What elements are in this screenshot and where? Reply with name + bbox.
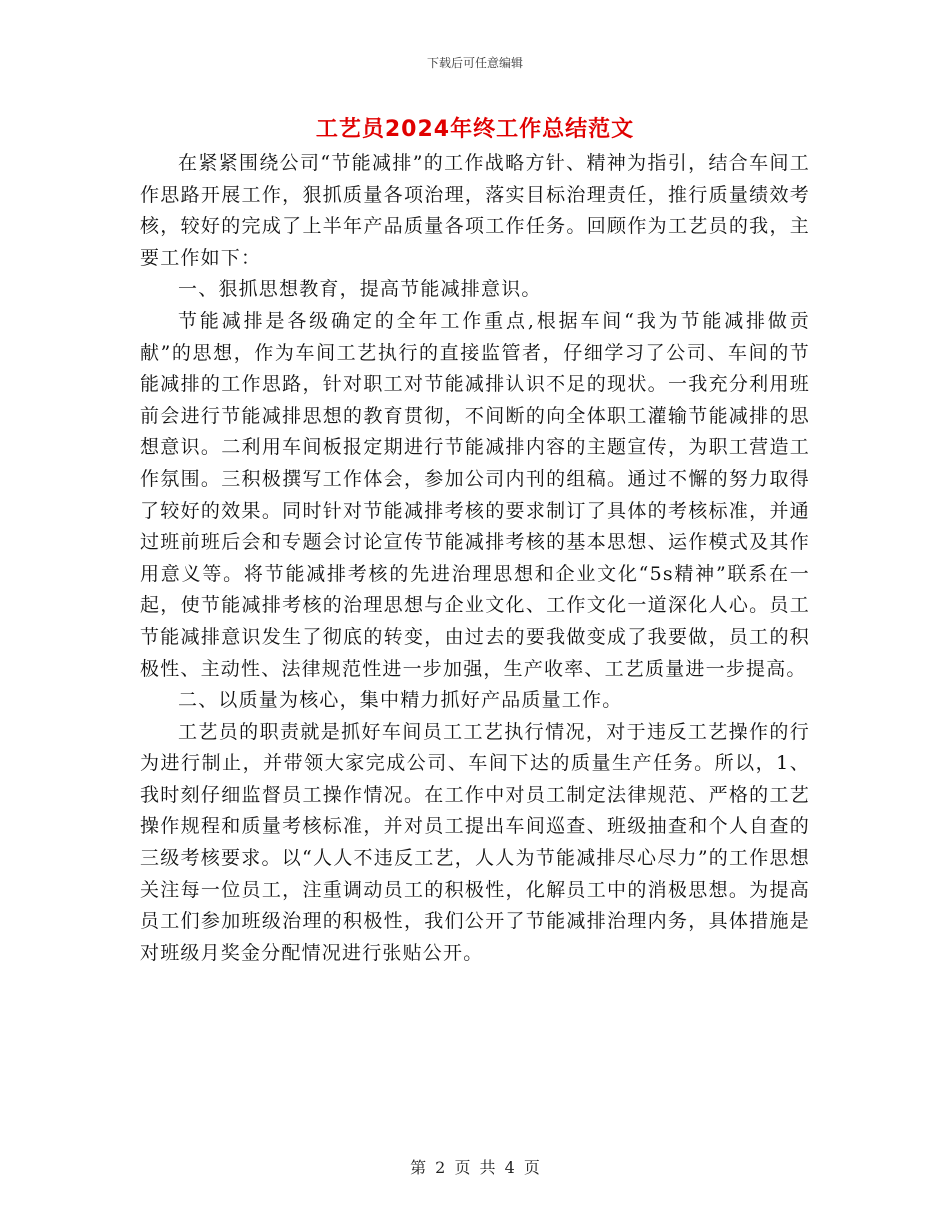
page-footer: 第 2 页 共 4 页 [410, 1158, 540, 1177]
paragraph-section-1: 节能减排是各级确定的全年工作重点,根据车间“我为节能减排做贡献”的思想，作为车间工艺执行的直接监管者，仔细学习了公司、车间的节能减排的工作思路，针对职工对节能减排认识不足的现状。一我充分利用班前会进行节能减排思想的教育贯彻，不间断的向全体职工灌输节能减排的思想意识。二利用车间板报定期进行节能减排内容的主题宣传，为职工营造工作氛围。三积极撰写工作体会，参加公司内刊的组稿。通过不懈的努力取得了较好的效果。同时针对节能减排考核的要求制订了具体的考核标准，并通过班前班后会和专题会讨论宣传节能减排考核的基本思想、运作模式及其作用意义等。将节能减排考核的先进治理思想和企业文化“5s精神”联系在一起，使节能减排考核的治理思想与企业文化、工作文化一道深化人心。员工节能减排意识发生了彻底的转变，由过去的要我做变成了我要做，员工的积极性、主动性、法律规范性进一步加强，生产收率、工艺质量进一步提高。 [140, 309, 810, 680]
section-heading-1: 一、狠抓思想教育，提高节能减排意识。 [178, 278, 542, 301]
document-title: 工艺员2024年终工作总结范文 [315, 117, 635, 142]
section-heading-2: 二、以质量为核心，集中精力抓好产品质量工作。 [178, 689, 623, 712]
paragraph-intro: 在紧紧围绕公司“节能减排”的工作战略方针、精神为指引，结合车间工作思路开展工作，狠抓质量各项治理，落实目标治理责任，推行质量绩效考核，较好的完成了上半年产品质量各项工作任务。回顾作为工艺员的我，主要工作如下： [140, 152, 810, 269]
paragraph-section-2: 工艺员的职责就是抓好车间员工工艺执行情况，对于违反工艺操作的行为进行制止，并带领大家完成公司、车间下达的质量生产任务。所以，1、我时刻仔细监督员工操作情况。在工作中对员工制定法律规范、严格的工艺操作规程和质量考核标准，并对员工提出车间巡查、班级抽查和个人自查的三级考核要求。以“人人不违反工艺，人人为节能减排尽心尽力”的工作思想关注每一位员工，注重调动员工的积极性，化解员工中的消极思想。为提高员工们参加班级治理的积极性，我们公开了节能减排治理内务，具体措施是对班级月奖金分配情况进行张贴公开。 [140, 720, 810, 964]
document-body [140, 148, 810, 969]
header-note: 下载后可任意编辑 [426, 56, 523, 70]
